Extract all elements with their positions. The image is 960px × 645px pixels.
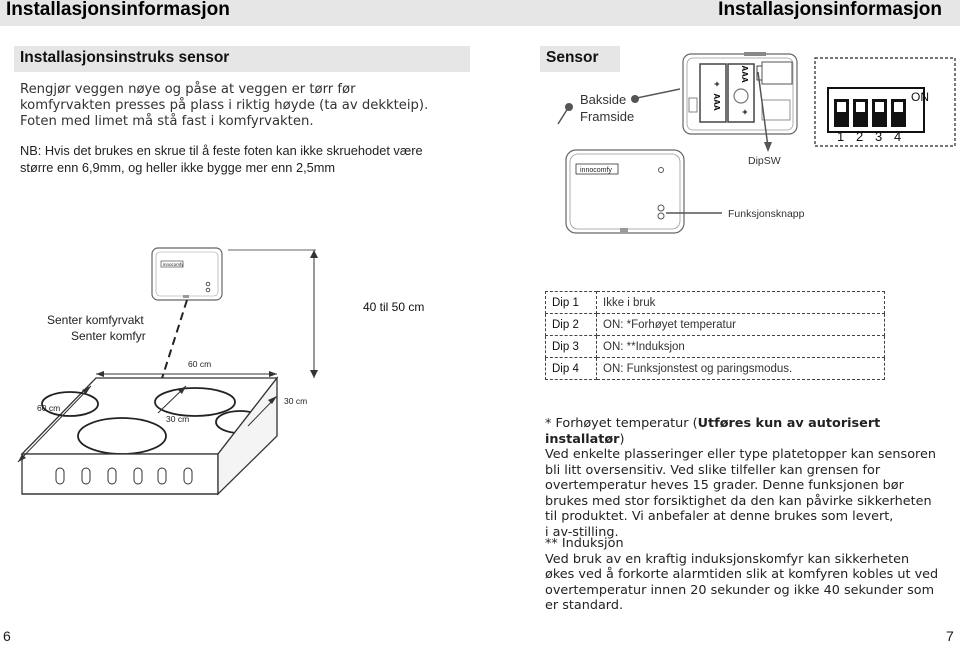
- battery-label: AAA: [712, 93, 721, 111]
- back-pointer-dot: [631, 95, 639, 103]
- footnote-line: i av-stilling.: [545, 524, 619, 540]
- footnote-line: Ved enkelte plasseringer eller type platetopper kan sensoren: [545, 447, 936, 462]
- paragraph-line: komfyrvakten presses på plass i riktig høyde (ta av dekkteip).: [20, 98, 429, 113]
- wall-sensor-logo: innocomfy: [163, 262, 184, 267]
- dipsw-pointer-arrow: [764, 142, 772, 152]
- dim-30-left: 30 cm: [166, 414, 190, 424]
- footnote-induction-heading: ** Induksjon: [545, 536, 624, 551]
- footnote-line: til produktet. Vi anbefaler at denne brukes som levert,: [545, 509, 894, 524]
- install-note: [20, 142, 480, 176]
- table-row: [546, 314, 885, 336]
- dip-switch-2: [853, 99, 868, 127]
- dim-30-right: 30 cm: [284, 396, 308, 406]
- note-line: NB: Hvis det brukes en skrue til å feste foten kan ikke skruehodet være: [20, 143, 423, 158]
- footnote-line: økes ved å forkorte alarmtiden slik at komfyren kobles ut ved: [545, 567, 939, 582]
- paragraph-line: Rengjør veggen nøye og påse at veggen er tørr før: [20, 82, 356, 97]
- footnote-line: overtemperatur heves 15 grader. Denne funksjonen bør: [545, 478, 904, 493]
- note-line: større enn 6,9mm, og heller ikke bygge mer enn 2,5mm: [20, 160, 336, 175]
- footnote-line: Ved bruk av en kraftig induksjonskomfyr kan sikkerheten: [545, 551, 910, 567]
- wall-sensor: [152, 248, 222, 300]
- footnote-line: bli litt oversensitiv. Ved slike tilfeller kan grensen for: [545, 462, 881, 478]
- sensor-back: [683, 52, 797, 134]
- dipsw-on-label: ON: [911, 90, 929, 104]
- dim-60-side: 60 cm: [37, 403, 61, 413]
- battery-label: AAA: [740, 65, 749, 83]
- section-heading-sensor: Sensor: [540, 46, 620, 72]
- dip-value: ON: *Forhøyet temperatur: [597, 314, 885, 336]
- footnote-line: overtemperatur innen 20 sekunder og ikke 40 sekunder som: [545, 582, 935, 598]
- footnote-temperature: [545, 416, 955, 540]
- dip-settings-table: [545, 291, 885, 380]
- footnote-line: brukes med stor forsiktighet da den kan påvirke sikkerheten: [545, 493, 932, 509]
- center-label-stove: Senter komfyr: [71, 329, 146, 343]
- section-heading-install: Installasjonsinstruks sensor: [14, 46, 470, 72]
- center-label-sensor: Senter komfyrvakt: [47, 313, 144, 327]
- stove: [22, 378, 277, 494]
- paragraph-line: Foten med limet må stå fast i komfyrvakten.: [20, 114, 314, 129]
- sensor-logo: innocomfy: [580, 167, 612, 174]
- dip-number: 1: [837, 129, 845, 144]
- front-pointer-dot: [565, 103, 573, 111]
- dip-number: 2: [856, 129, 864, 144]
- dip-switch-1: [834, 99, 849, 127]
- height-label: 40 til 50 cm: [363, 300, 425, 314]
- battery-plus: +: [712, 81, 722, 87]
- dipsw-label: DipSW: [748, 155, 781, 167]
- label-front: Framside: [580, 109, 635, 124]
- table-row: [546, 336, 885, 358]
- dip-number: 4: [894, 129, 902, 144]
- page-title-left: Installasjonsinformasjon: [6, 0, 230, 20]
- dipsw-zoom: [815, 58, 955, 146]
- dip-key: Dip 3: [546, 336, 597, 358]
- dip-value: Ikke i bruk: [597, 292, 885, 314]
- label-back: Bakside: [580, 92, 627, 107]
- sensor-front: [566, 150, 684, 233]
- table-row: [546, 358, 885, 380]
- footnote-temp-heading: * Forhøyet temperatur (Utføres kun av autorisert installatør): [545, 416, 881, 447]
- back-pointer-line: [632, 89, 680, 99]
- stove-diagram: [0, 236, 545, 500]
- dim-60-top: 60 cm: [188, 359, 212, 369]
- table-row: [546, 292, 885, 314]
- dip-key: Dip 4: [546, 358, 597, 380]
- footnote-induction: [545, 536, 955, 614]
- dip-key: Dip 1: [546, 292, 597, 314]
- dip-key: Dip 2: [546, 314, 597, 336]
- dip-number: 3: [875, 129, 883, 144]
- dip-value: ON: Funksjonstest og paringsmodus.: [597, 358, 885, 380]
- page-number-left: 6: [3, 628, 11, 644]
- install-paragraph: [20, 82, 470, 130]
- page-number-right: 7: [946, 628, 954, 644]
- dip-switch-3: [872, 99, 887, 127]
- function-button-label: Funksjonsknapp: [728, 208, 805, 220]
- battery-plus: +: [740, 109, 750, 115]
- dip-switch-4: [891, 99, 906, 127]
- footnote-line: er standard.: [545, 598, 624, 613]
- dip-value: ON: **Induksjon: [597, 336, 885, 358]
- page-title-right: Installasjonsinformasjon: [718, 0, 942, 20]
- sensor-diagram: [540, 52, 960, 242]
